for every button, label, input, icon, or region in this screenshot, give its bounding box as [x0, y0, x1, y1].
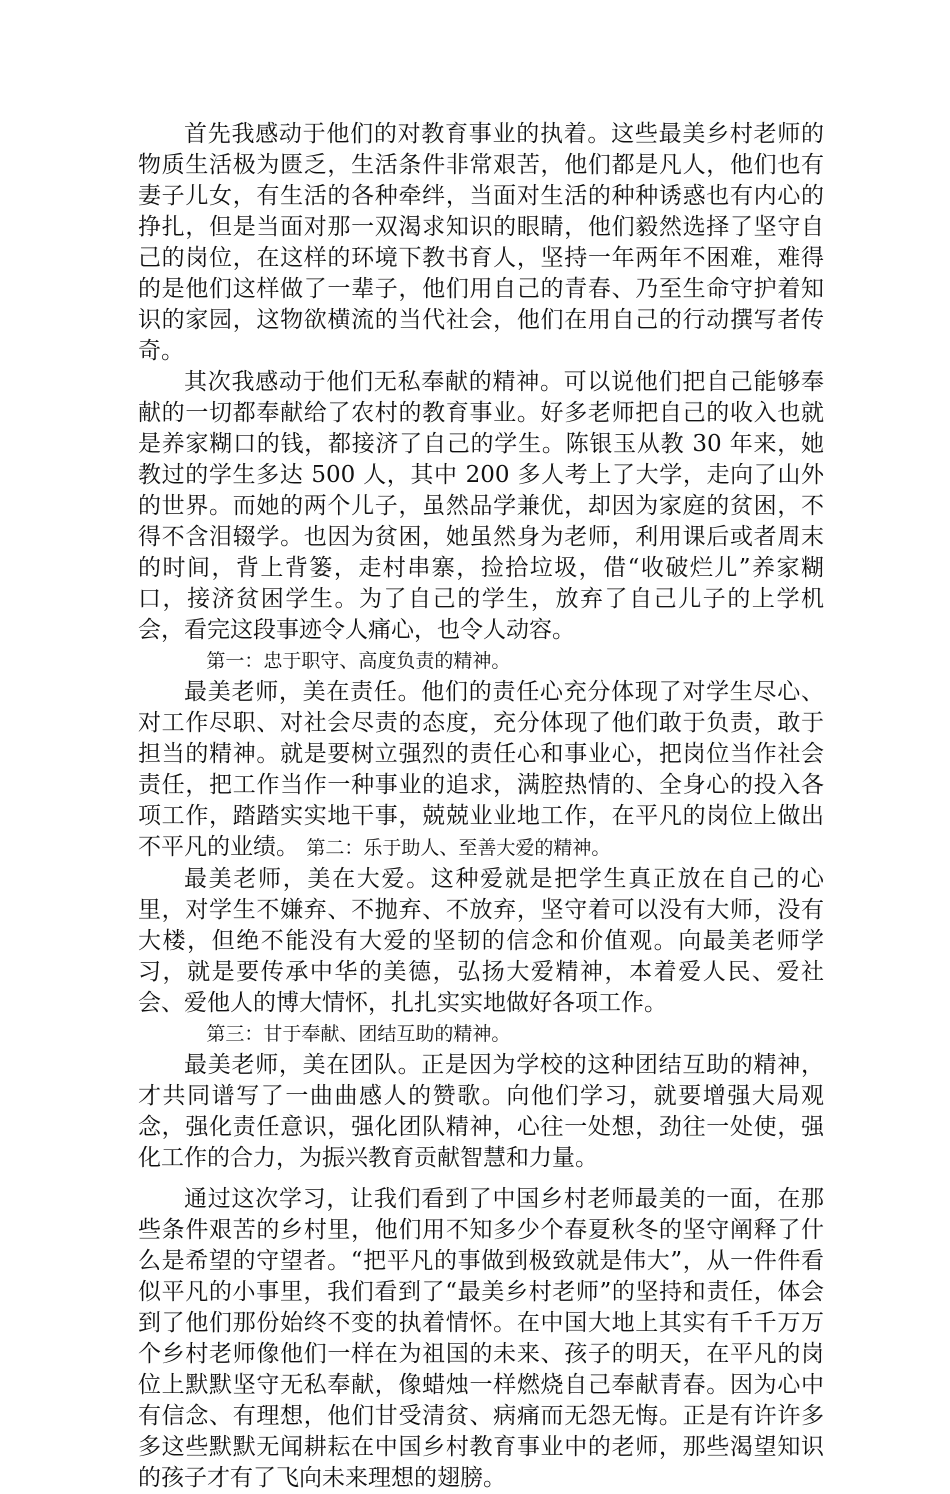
paragraph-beauty-in-love: 最美老师，美在大爱。这种爱就是把学生真正放在自己的心里，对学生不嫌弃、不抛弃、不放弃，坚守着可以没有大师，没有大楼，但绝不能没有大爱的坚韧的信念和价值观。向最美老师学习，就是要传承中华的美德，弘扬大爱精神，本着爱人民、爱社会、爱他人的博大情怀，扎扎实实地做好各项工作。: [138, 866, 824, 1016]
paragraph-beauty-in-responsibility: [138, 677, 824, 864]
heading-third-teamwork: 第三：甘于奉献、团结互助的精神。: [206, 1023, 511, 1045]
paragraph-beauty-in-team: 最美老师，美在团队。正是因为学校的这种团结互助的精神，才共同谱写了一曲曲感人的赞歌。向他们学习，就要增强大局观念，强化责任意识，强化团队精神，心往一处想，劲往一处使，强化工作的合力，为振兴教育贡献智慧和力量。: [138, 1052, 824, 1171]
document-body: [138, 119, 824, 1494]
paragraph-dedication: 首先我感动于他们的对教育事业的执着。这些最美乡村老师的物质生活极为匮乏，生活条件非常艰苦，他们都是凡人，他们也有妻子儿女，有生活的各种牵绊，当面对生活的种种诱惑也有内心的挣扎，但是当面对那一双渴求知识的眼睛，他们毅然选择了坚守自己的岗位，在这样的环境下教书育人，坚持一年两年不困难，难得的是他们这样做了一辈子，他们用自己的青春、乃至生命守护着知识的家园，这物欲横流的当代社会，他们在用自己的行动撰写者传奇。: [138, 121, 824, 364]
responsibility-text: 最美老师，美在责任。他们的责任心充分体现了对学生尽心、对工作尽职、对社会尽责的态度，充分体现了他们敢于负责，敢于担当的精神。就是要树立强烈的责任心和事业心，把岗位当作社会责任，把工作当作一种事业的追求，满腔热情的、全身心的投入各项工作，踏踏实实地干事，兢兢业业地工作，在平凡的岗位上做出不平凡的业绩。: [138, 679, 824, 860]
paragraph-conclusion: 通过这次学习，让我们看到了中国乡村老师最美的一面，在那些条件艰苦的乡村里，他们用不知多少个春夏秋冬的坚守阐释了什么是希望的守望者。“把平凡的事做到极致就是伟大”，从一件件看似平凡的小事里，我们看到了“最美乡村老师”的坚持和责任，体会到了他们那份始终不变的执着情怀。在中国大地上其实有千千万万个乡村老师像他们一样在为祖国的未来、孩子的明天，在平凡的岗位上默默坚守无私奉献，像蜡烛一样燃烧自己奉献青春。因为心中有信念、有理想，他们甘受清贫、病痛而无怨无悔。正是有许许多多这些默默无闻耕耘在中国乡村教育事业中的老师，那些渴望知识的孩子才有了飞向未来理想的翅膀。: [138, 1186, 824, 1491]
paragraph-selfless-devotion: 其次我感动于他们无私奉献的精神。可以说他们把自己能够奉献的一切都奉献给了农村的教育事业。好多老师把自己的收入也就是养家糊口的钱，都接济了自己的学生。陈银玉从教 30 年来，她教过的学生多达 500 人，其中 200 多人考上了大学，走向了山外的世界。而她的两个儿子，虽然品学兼优，却因为家庭的贫困，不得不含泪辍学。也因为贫困，她虽然身为老师，利用课后或者周末的时间，背上背篓，走村串寨，捡拾垃圾，借“收破烂儿”养家糊口，接济贫困学生。为了自己的学生，放弃了自己儿子的上学机会，看完这段事迹令人痛心，也令人动容。: [138, 369, 824, 643]
heading-first-responsibility: 第一：忠于职守、高度负责的精神。: [206, 650, 511, 672]
heading-second-love: 第二：乐于助人、至善大爱的精神。: [306, 837, 611, 859]
